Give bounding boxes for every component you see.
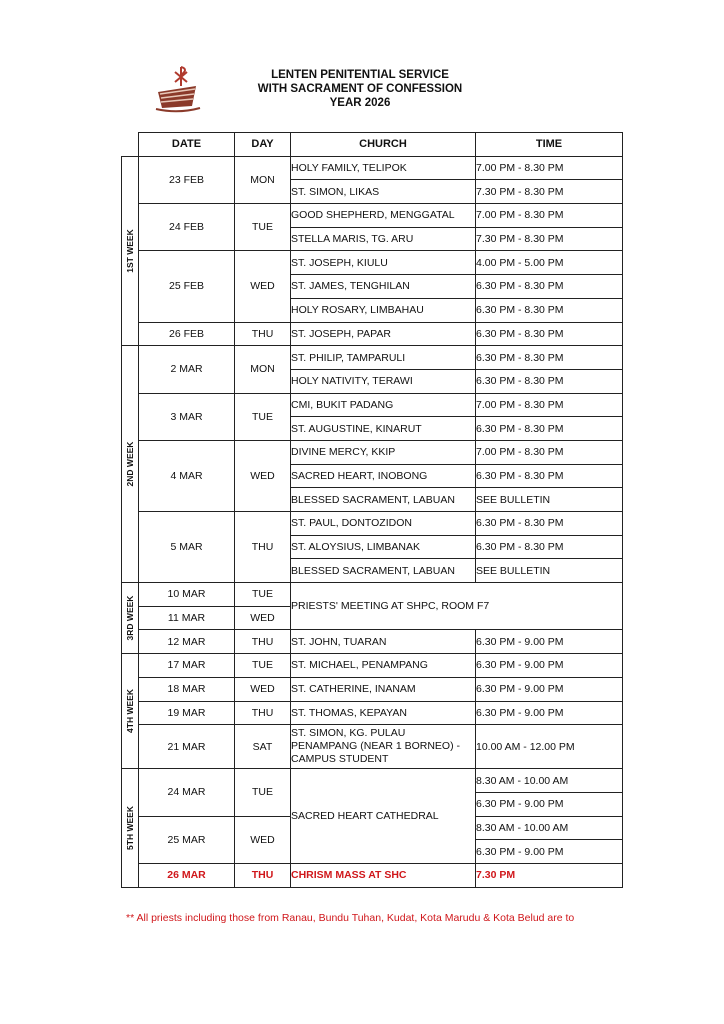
- day-cell: TUE: [235, 769, 291, 816]
- table-row: [122, 725, 623, 769]
- church-cell: SACRED HEART, INOBONG: [291, 464, 476, 488]
- page-title: [200, 68, 520, 110]
- church-cell: SACRED HEART CATHEDRAL: [291, 769, 476, 864]
- time-cell: 7.30 PM: [476, 863, 623, 887]
- time-cell: 8.30 AM - 10.00 AM: [476, 816, 623, 840]
- church-cell: ST. PHILIP, TAMPARULI: [291, 346, 476, 370]
- chi-rho-boat-logo-icon: [152, 64, 204, 114]
- date-cell: 3 MAR: [139, 393, 235, 440]
- church-cell: ST. SIMON, LIKAS: [291, 180, 476, 204]
- day-cell: TUE: [235, 393, 291, 440]
- time-cell: 6.30 PM - 9.00 PM: [476, 840, 623, 864]
- church-cell: ST. PAUL, DONTOZIDON: [291, 512, 476, 536]
- day-cell: SAT: [235, 725, 291, 769]
- table-row: [122, 204, 623, 228]
- week-label: 2ND WEEK: [125, 441, 135, 487]
- title-line-3: YEAR 2026: [329, 97, 391, 109]
- day-cell: THU: [235, 512, 291, 583]
- date-cell: 5 MAR: [139, 512, 235, 583]
- col-time-header: TIME: [476, 133, 623, 157]
- time-cell: 6.30 PM - 8.30 PM: [476, 464, 623, 488]
- church-cell: ST. AUGUSTINE, KINARUT: [291, 417, 476, 441]
- table-row: [122, 512, 623, 536]
- table-row: [122, 677, 623, 701]
- schedule-table: [121, 132, 623, 888]
- time-cell: 7.30 PM - 8.30 PM: [476, 227, 623, 251]
- time-cell: 6.30 PM - 8.30 PM: [476, 535, 623, 559]
- col-day-header: DAY: [235, 133, 291, 157]
- table-row: [122, 863, 623, 887]
- church-cell: ST. ALOYSIUS, LIMBANAK: [291, 535, 476, 559]
- time-cell: 7.00 PM - 8.30 PM: [476, 440, 623, 464]
- date-cell: 25 MAR: [139, 816, 235, 863]
- title-line-1: LENTEN PENITENTIAL SERVICE: [271, 69, 449, 81]
- time-cell: 4.00 PM - 5.00 PM: [476, 251, 623, 275]
- church-cell: HOLY FAMILY, TELIPOK: [291, 156, 476, 180]
- day-cell: THU: [235, 630, 291, 654]
- date-cell: 18 MAR: [139, 677, 235, 701]
- day-cell: WED: [235, 440, 291, 511]
- church-cell: CHRISM MASS AT SHC: [291, 863, 476, 887]
- week-4-cell: [122, 654, 139, 769]
- week-1-cell: [122, 156, 139, 346]
- time-cell: 6.30 PM - 8.30 PM: [476, 275, 623, 299]
- table-row: [122, 583, 623, 607]
- church-line-3: CAMPUS STUDENT: [291, 753, 389, 766]
- church-cell: ST. JAMES, TENGHILAN: [291, 275, 476, 299]
- day-cell: WED: [235, 251, 291, 322]
- title-line-2: WITH SACRAMENT OF CONFESSION: [257, 83, 463, 95]
- time-cell: 6.30 PM - 8.30 PM: [476, 298, 623, 322]
- time-cell: 6.30 PM - 9.00 PM: [476, 630, 623, 654]
- table-row: [122, 701, 623, 725]
- date-cell: 26 FEB: [139, 322, 235, 346]
- table-row: [122, 654, 623, 678]
- date-cell: 25 FEB: [139, 251, 235, 322]
- week-label: 4TH WEEK: [125, 689, 135, 734]
- church-cell: BLESSED SACRAMENT, LABUAN: [291, 488, 476, 512]
- header-row: [122, 133, 623, 157]
- time-cell: SEE BULLETIN: [476, 488, 623, 512]
- church-line-2: PENAMPANG (NEAR 1 BORNEO) -: [291, 740, 460, 753]
- day-cell: WED: [235, 677, 291, 701]
- day-cell: MON: [235, 346, 291, 393]
- church-cell: HOLY ROSARY, LIMBAHAU: [291, 298, 476, 322]
- date-cell: 24 FEB: [139, 204, 235, 251]
- church-cell: ST. CATHERINE, INANAM: [291, 677, 476, 701]
- time-cell: 7.00 PM - 8.30 PM: [476, 204, 623, 228]
- day-cell: WED: [235, 606, 291, 630]
- header-spacer: [122, 133, 139, 157]
- week-label: 3RD WEEK: [125, 595, 135, 641]
- date-cell: 12 MAR: [139, 630, 235, 654]
- date-cell: 10 MAR: [139, 583, 235, 607]
- table-row: [122, 322, 623, 346]
- col-date-header: DATE: [139, 133, 235, 157]
- time-cell: 6.30 PM - 8.30 PM: [476, 369, 623, 393]
- time-cell: 6.30 PM - 8.30 PM: [476, 417, 623, 441]
- church-cell: ST. JOSEPH, KIULU: [291, 251, 476, 275]
- time-cell: 8.30 AM - 10.00 AM: [476, 769, 623, 793]
- time-cell: 6.30 PM - 8.30 PM: [476, 322, 623, 346]
- day-cell: TUE: [235, 583, 291, 607]
- church-cell: CMI, BUKIT PADANG: [291, 393, 476, 417]
- church-cell: [291, 725, 476, 769]
- date-cell: 21 MAR: [139, 725, 235, 769]
- time-cell: 7.00 PM - 8.30 PM: [476, 156, 623, 180]
- time-cell: 6.30 PM - 8.30 PM: [476, 346, 623, 370]
- table-row: [122, 769, 623, 793]
- church-cell: ST. JOSEPH, PAPAR: [291, 322, 476, 346]
- time-cell: 6.30 PM - 8.30 PM: [476, 512, 623, 536]
- table-row: [122, 251, 623, 275]
- day-cell: TUE: [235, 204, 291, 251]
- footnote: ** All priests including those from Ranau, Bundu Tuhan, Kudat, Kota Marudu & Kota Belud are to: [126, 912, 575, 924]
- church-cell: STELLA MARIS, TG. ARU: [291, 227, 476, 251]
- church-cell: ST. MICHAEL, PENAMPANG: [291, 654, 476, 678]
- date-cell: 11 MAR: [139, 606, 235, 630]
- week-5-cell: [122, 769, 139, 887]
- date-cell: 24 MAR: [139, 769, 235, 816]
- time-cell: 6.30 PM - 9.00 PM: [476, 677, 623, 701]
- church-cell: HOLY NATIVITY, TERAWI: [291, 369, 476, 393]
- week-label: 5TH WEEK: [125, 805, 135, 850]
- table-row: [122, 440, 623, 464]
- time-cell: 7.30 PM - 8.30 PM: [476, 180, 623, 204]
- col-church-header: CHURCH: [291, 133, 476, 157]
- day-cell: WED: [235, 816, 291, 863]
- week-2-cell: [122, 346, 139, 583]
- week-3-cell: [122, 583, 139, 654]
- week-label: 1ST WEEK: [125, 229, 135, 273]
- table-row: [122, 630, 623, 654]
- time-cell: SEE BULLETIN: [476, 559, 623, 583]
- church-cell: ST. THOMAS, KEPAYAN: [291, 701, 476, 725]
- day-cell: MON: [235, 156, 291, 203]
- date-cell: 4 MAR: [139, 440, 235, 511]
- day-cell: THU: [235, 701, 291, 725]
- church-line-1: ST. SIMON, KG. PULAU: [291, 727, 406, 740]
- meeting-cell: PRIESTS' MEETING AT SHPC, ROOM F7: [291, 583, 623, 630]
- table-row: [122, 393, 623, 417]
- time-cell: 10.00 AM - 12.00 PM: [476, 725, 623, 769]
- table-row: [122, 346, 623, 370]
- date-cell: 2 MAR: [139, 346, 235, 393]
- church-cell: ST. JOHN, TUARAN: [291, 630, 476, 654]
- date-cell: 23 FEB: [139, 156, 235, 203]
- time-cell: 7.00 PM - 8.30 PM: [476, 393, 623, 417]
- church-cell: DIVINE MERCY, KKIP: [291, 440, 476, 464]
- church-cell: BLESSED SACRAMENT, LABUAN: [291, 559, 476, 583]
- day-cell: THU: [235, 863, 291, 887]
- date-cell: 26 MAR: [139, 863, 235, 887]
- day-cell: TUE: [235, 654, 291, 678]
- day-cell: THU: [235, 322, 291, 346]
- time-cell: 6.30 PM - 9.00 PM: [476, 701, 623, 725]
- table-row: [122, 156, 623, 180]
- time-cell: 6.30 PM - 9.00 PM: [476, 792, 623, 816]
- date-cell: 17 MAR: [139, 654, 235, 678]
- time-cell: 6.30 PM - 9.00 PM: [476, 654, 623, 678]
- church-cell: GOOD SHEPHERD, MENGGATAL: [291, 204, 476, 228]
- date-cell: 19 MAR: [139, 701, 235, 725]
